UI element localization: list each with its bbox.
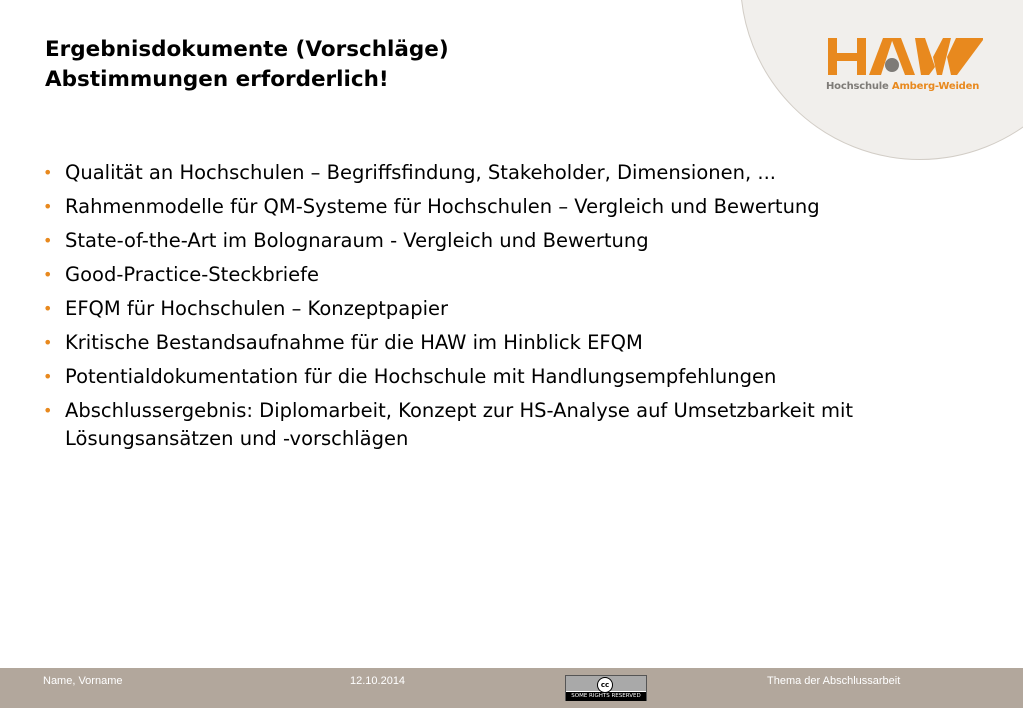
cc-badge-text: SOME RIGHTS RESERVED bbox=[566, 692, 646, 701]
bullet-text: State-of-the-Art im Bolognaraum - Vergleich und Bewertung bbox=[65, 229, 649, 252]
bullet-item bbox=[43, 261, 903, 289]
bullet-icon: • bbox=[43, 333, 53, 352]
footer-thesis-topic: Thema der Abschlussarbeit bbox=[767, 675, 901, 687]
bullet-text: Potentialdokumentation für die Hochschule mit Handlungsempfehlungen bbox=[65, 365, 777, 388]
bullet-icon: • bbox=[43, 231, 53, 250]
bullet-item bbox=[43, 159, 903, 187]
bullet-text: Qualität an Hochschulen – Begriffsfindung, Stakeholder, Dimensionen, ... bbox=[65, 161, 776, 184]
bullet-item bbox=[43, 363, 903, 391]
footer-bar bbox=[0, 668, 1023, 708]
bullet-item bbox=[43, 193, 903, 221]
creative-commons-badge[interactable] bbox=[565, 675, 647, 701]
bullet-text: EFQM für Hochschulen – Konzeptpapier bbox=[65, 297, 449, 320]
bullet-text: Kritische Bestandsaufnahme für die HAW im Hinblick EFQM bbox=[65, 331, 643, 354]
bullet-icon: • bbox=[43, 163, 53, 182]
bullet-item bbox=[43, 329, 903, 357]
footer-author-name: Name, Vorname bbox=[43, 675, 123, 687]
bullet-icon: • bbox=[43, 299, 53, 318]
bullet-icon: • bbox=[43, 265, 53, 284]
bullet-text: Rahmenmodelle für QM-Systeme für Hochschulen – Vergleich und Bewertung bbox=[65, 195, 820, 218]
slide-title-line1: Ergebnisdokumente (Vorschläge) bbox=[45, 37, 449, 62]
logo-subtitle bbox=[826, 81, 979, 92]
bullet-item bbox=[43, 295, 903, 323]
slide-title-line2: Abstimmungen erforderlich! bbox=[45, 67, 389, 92]
footer-date: 12.10.2014 bbox=[350, 675, 406, 687]
bullet-item bbox=[43, 227, 903, 255]
bullet-icon: • bbox=[43, 367, 53, 386]
logo-subtitle-part2: Amberg-Weiden bbox=[891, 81, 980, 92]
bullet-icon: • bbox=[43, 401, 53, 420]
logo-subtitle-part1: Hochschule bbox=[826, 81, 892, 92]
cc-icon: cc bbox=[597, 677, 613, 693]
bullet-icon: • bbox=[43, 197, 53, 216]
bullet-text: Abschlussergebnis: Diplomarbeit, Konzept zur HS-Analyse auf Umsetzbarkeit mit Lösungsansätzen und -vorschlägen bbox=[65, 399, 854, 450]
bullet-item bbox=[43, 397, 903, 453]
slide-title bbox=[45, 35, 449, 95]
bullet-list bbox=[43, 159, 903, 459]
bullet-text: Good-Practice-Steckbriefe bbox=[65, 263, 320, 286]
